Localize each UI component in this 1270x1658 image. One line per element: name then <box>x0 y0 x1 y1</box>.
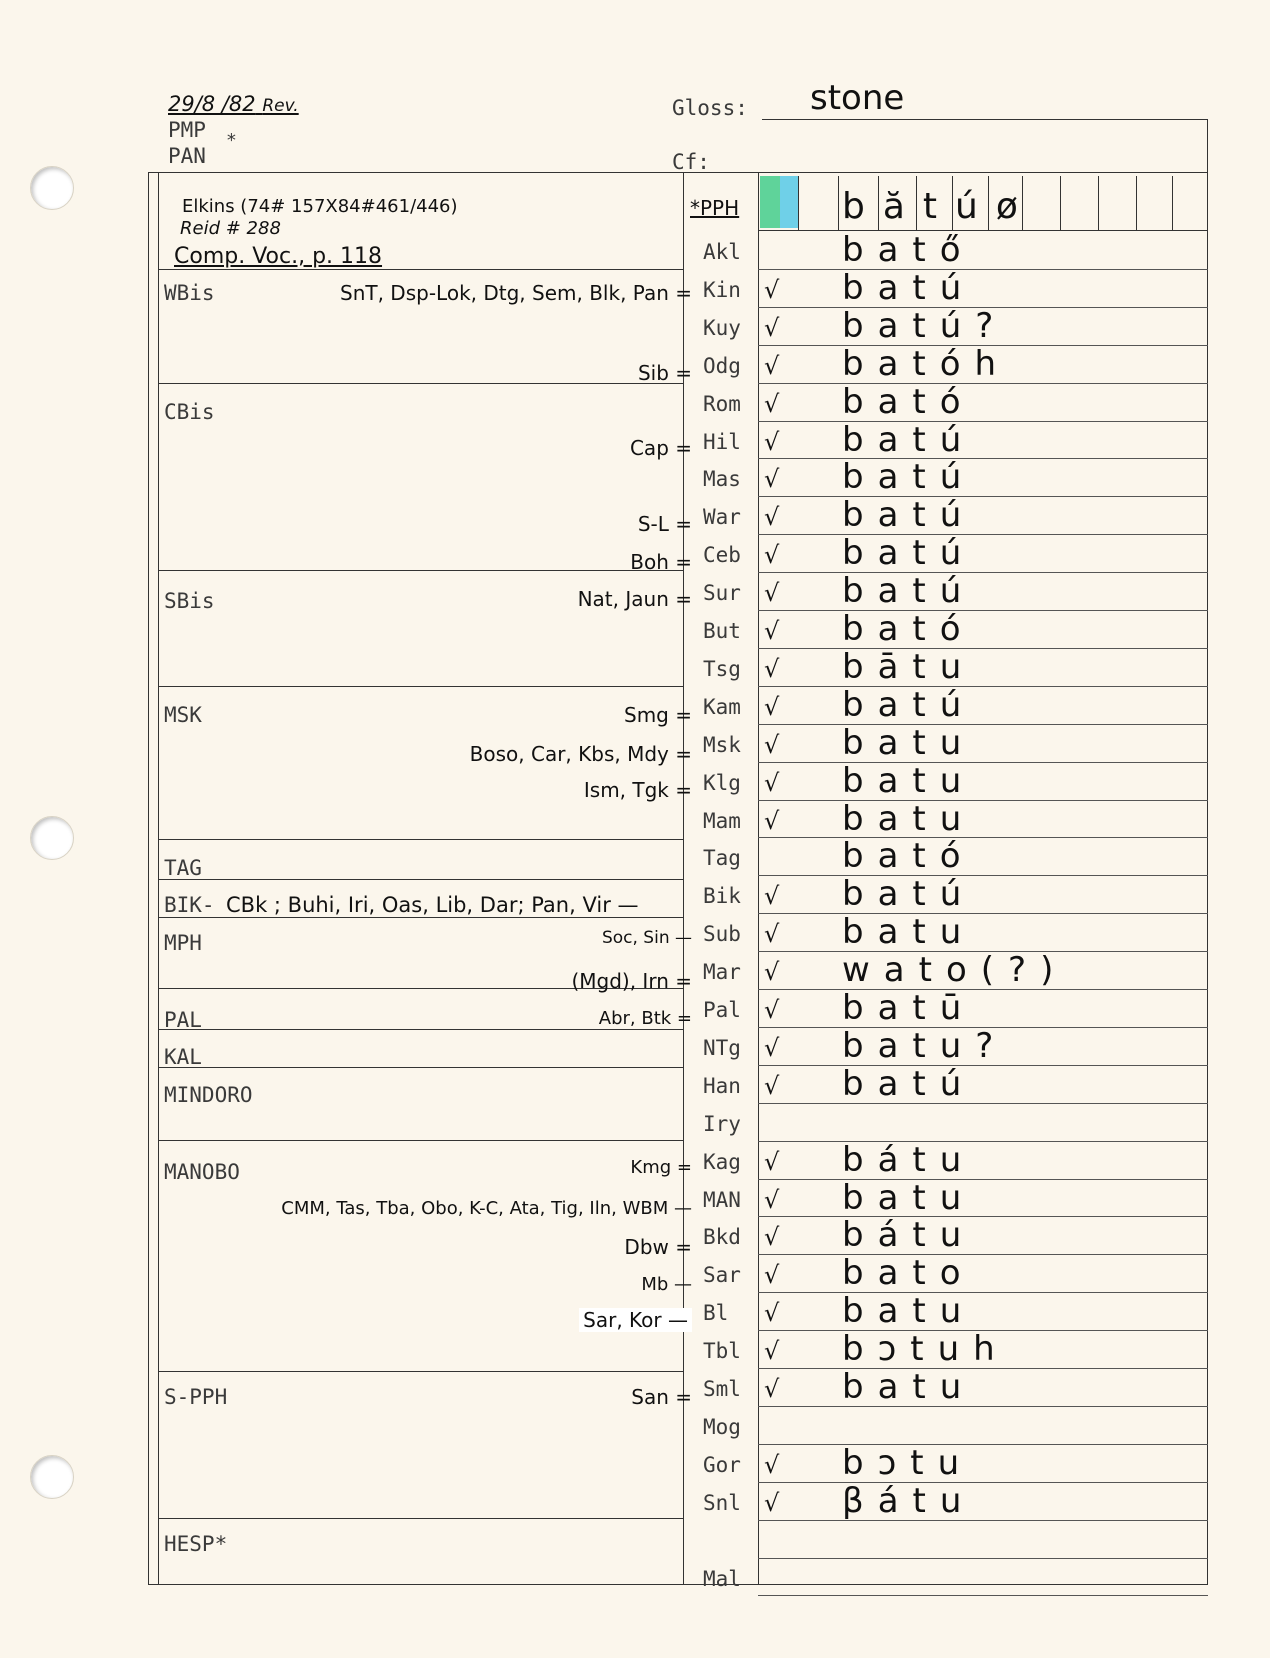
gloss-value: stone <box>810 78 905 118</box>
frame-right-line <box>1207 119 1208 1585</box>
row-reflex-form: batū <box>842 988 976 1028</box>
row-rule <box>758 1444 1208 1445</box>
proto-cell-11 <box>1172 176 1173 230</box>
row-lang-code: Mam <box>703 808 741 833</box>
row-reflex-form: bátu <box>842 1139 976 1180</box>
subnote-kmg: Kmg = <box>630 1157 692 1178</box>
row-rule <box>758 1482 1208 1483</box>
group-cbis: CBis <box>164 400 215 424</box>
asterisk-mark: * <box>226 130 237 151</box>
proto-row-bottom <box>758 230 1208 231</box>
row-reflex-form: bɔtu <box>842 1442 974 1483</box>
ref-elkins: Elkins (74# 157X84#461/446) <box>182 196 458 217</box>
row-check-mark: √ <box>764 920 780 949</box>
subnote-cmm: CMM, Tas, Tba, Obo, K-C, Ata, Tig, Iln, WBM — <box>281 1198 692 1219</box>
row-lang-code: Bik <box>703 884 741 909</box>
frame-left-line <box>148 172 149 1585</box>
row-reflex-form: batú <box>842 495 976 536</box>
row-lang-code: Iry <box>703 1111 741 1136</box>
row-reflex-form: batu <box>842 1291 976 1332</box>
lang-column-right-line <box>758 172 759 1585</box>
row-lang-code: Ceb <box>703 543 741 568</box>
subnote-sib: Sib = <box>637 361 692 385</box>
row-check-mark: √ <box>764 1299 780 1328</box>
ref-reid: Reid # 288 <box>180 218 281 239</box>
row-rule <box>758 610 1208 611</box>
subnote-cbk: CBk ; Buhi, Iri, Oas, Lib, Dar; Pan, Vir — <box>226 893 639 917</box>
row-reflex-form: bɔtuh <box>842 1329 1009 1370</box>
group-kal: KAL <box>164 1045 202 1069</box>
row-check-mark: √ <box>764 1450 780 1479</box>
row-check-mark: √ <box>764 1071 780 1100</box>
row-reflex-form: batóh <box>842 343 1011 384</box>
row-lang-code: Sar <box>703 1263 741 1288</box>
row-check-mark: √ <box>764 427 780 456</box>
subnote-boso: Boso, Car, Kbs, Mdy = <box>469 742 692 766</box>
subnote-mgd: (Mgd), Irn = <box>571 969 692 993</box>
subnote-abr: Abr, Btk = <box>598 1008 692 1029</box>
row-lang-code: Kag <box>703 1149 741 1174</box>
group-mindoro: MINDORO <box>164 1083 253 1107</box>
row-rule <box>758 534 1208 535</box>
row-lang-code: Bl <box>703 1301 729 1326</box>
row-check-mark: √ <box>764 1223 780 1252</box>
row-check-mark: √ <box>764 882 780 911</box>
row-lang-code: Msk <box>703 732 741 757</box>
proto-label: *PPH <box>690 196 740 220</box>
subnote-boh: Boh = <box>630 550 692 574</box>
binder-hole-bottom <box>30 1455 74 1499</box>
gloss-label: Gloss: <box>672 96 748 120</box>
row-check-mark: √ <box>764 1488 780 1517</box>
row-reflex-form: batú <box>842 533 976 574</box>
row-lang-code: NTg <box>703 1035 741 1060</box>
row-reflex-form: batú <box>842 1063 976 1104</box>
gloss-underline <box>762 119 1208 120</box>
row-rule <box>758 686 1208 687</box>
row-lang-code: Rom <box>703 391 741 416</box>
row-lang-code: War <box>703 505 741 530</box>
row-rule <box>758 1520 1208 1521</box>
row-check-mark: √ <box>764 692 780 721</box>
row-reflex-form: batu <box>842 722 976 763</box>
group-wbis: WBis <box>164 281 215 305</box>
group-sep-mindoro <box>158 1067 683 1068</box>
row-check-mark: √ <box>764 617 780 645</box>
binder-hole-middle <box>30 816 74 860</box>
row-reflex-form: batu <box>842 798 976 839</box>
row-rule <box>758 837 1208 838</box>
frame-top-line <box>148 172 1208 173</box>
row-check-mark: √ <box>764 1261 780 1290</box>
row-check-mark: √ <box>764 465 780 494</box>
row-reflex-form: bató <box>842 609 975 649</box>
group-sep-msk <box>158 686 683 687</box>
group-sep-hesp <box>158 1518 683 1519</box>
proto-cell-10 <box>1136 176 1137 230</box>
row-rule <box>758 458 1208 459</box>
row-rule <box>758 913 1208 914</box>
row-rule <box>758 572 1208 573</box>
row-check-mark: √ <box>764 730 780 759</box>
row-lang-code: Snl <box>703 1490 741 1515</box>
row-reflex-form: bātu <box>842 646 976 687</box>
subnote-cap: Cap = <box>629 436 692 460</box>
row-check-mark: √ <box>764 275 780 304</box>
subnote-smg: Smg = <box>624 703 692 727</box>
green-marker <box>760 176 780 228</box>
date-field <box>168 92 299 116</box>
row-check-mark: √ <box>764 1375 780 1403</box>
subnote-sar-kor: Sar, Kor — <box>579 1308 692 1332</box>
row-check-mark: √ <box>764 768 780 797</box>
row-check-mark: √ <box>764 1185 780 1214</box>
row-lang-code: Mog <box>703 1414 741 1439</box>
row-check-mark: √ <box>764 389 780 418</box>
row-lang-code: Bkd <box>703 1225 741 1250</box>
row-lang-code: Klg <box>703 770 741 795</box>
row-lang-code: But <box>703 619 741 643</box>
group-msk: MSK <box>164 703 202 727</box>
row-lang-code: Tsg <box>703 656 741 681</box>
row-check-mark: √ <box>764 313 780 342</box>
row-rule <box>758 1216 1208 1217</box>
row-rule <box>758 1254 1208 1255</box>
group-sep-mph <box>158 917 683 918</box>
group-sep-sbis <box>158 570 683 571</box>
row-reflex-form: batú? <box>842 305 1008 346</box>
row-lang-code: Odg <box>703 353 741 378</box>
row-lang-code: Sur <box>703 581 741 606</box>
frame-bottom-line <box>148 1584 1208 1585</box>
pan-label: PAN <box>168 144 206 168</box>
proto-cell-9 <box>1098 176 1099 230</box>
group-pal: PAL <box>164 1008 202 1032</box>
proto-form: bătúø <box>842 186 1036 227</box>
row-reflex-form: batő <box>842 230 975 270</box>
group-manobo: MANOBO <box>164 1160 240 1184</box>
row-reflex-form: batu? <box>842 1025 1008 1066</box>
group-sbis: SBis <box>164 589 215 613</box>
group-mph: MPH <box>164 931 202 955</box>
row-rule <box>758 724 1208 725</box>
row-reflex-form: bató <box>842 836 975 877</box>
row-lang-code: Han <box>703 1073 741 1098</box>
row-rule <box>758 1558 1208 1559</box>
row-rule <box>758 1179 1208 1180</box>
row-rule <box>758 800 1208 801</box>
subnote-s-l: S-L = <box>637 512 692 536</box>
row-check-mark: √ <box>764 654 780 683</box>
row-check-mark: √ <box>764 541 780 570</box>
date-value: 29/8 /82 <box>168 92 256 116</box>
row-check-mark: √ <box>764 958 780 987</box>
row-check-mark: √ <box>764 1033 780 1062</box>
row-lang-code: Pal <box>703 998 741 1022</box>
binder-hole-top <box>30 166 74 210</box>
group-sep-manobo <box>158 1140 683 1141</box>
group-bik: BIK- <box>164 893 215 917</box>
row-check-mark: √ <box>764 806 780 835</box>
row-reflex-form: wato(?) <box>842 950 1068 991</box>
row-lang-code: Kam <box>703 694 741 719</box>
row-rule <box>758 1141 1208 1142</box>
cf-label: Cf: <box>672 150 710 174</box>
group-tag: TAG <box>164 856 202 880</box>
group-sep-wbis <box>158 269 683 270</box>
rev-label: Rev. <box>262 96 299 116</box>
group-sep-kal <box>158 1029 683 1030</box>
group-sep-tag <box>158 839 683 840</box>
subnote-soc: Soc, Sin — <box>601 928 692 948</box>
row-lang-code: Hil <box>703 429 741 454</box>
pmp-label: PMP <box>168 118 206 142</box>
row-rule <box>758 648 1208 649</box>
row-rule <box>758 1406 1208 1407</box>
row-rule <box>758 875 1208 876</box>
row-lang-code: Mar <box>703 960 741 985</box>
row-reflex-form: batú <box>842 457 976 498</box>
proto-cell-8 <box>1060 176 1061 230</box>
row-lang-code: MAN <box>703 1187 741 1212</box>
row-lang-code: Sub <box>703 922 741 947</box>
row-lang-code: Tag <box>703 846 741 871</box>
ref-comp-voc: Comp. Voc., p. 118 <box>174 244 383 269</box>
row-check-mark: √ <box>764 579 780 608</box>
subnote-wbis: SnT, Dsp-Lok, Dtg, Sem, Blk, Pan = <box>340 281 692 305</box>
row-rule <box>758 269 1208 270</box>
row-rule <box>758 496 1208 497</box>
row-lang-code: Sml <box>703 1377 741 1401</box>
row-lang-code: Tbl <box>703 1339 741 1364</box>
row-reflex-form: batu <box>842 1177 976 1218</box>
proto-cell-1 <box>798 176 799 230</box>
subnote-nat: Nat, Jaun = <box>577 587 692 611</box>
row-check-mark: √ <box>764 1337 780 1366</box>
group-sep-bik <box>158 879 683 880</box>
group-sep-cbis <box>158 383 683 384</box>
row-rule <box>758 1595 1208 1596</box>
group-hesp: HESP* <box>164 1532 228 1556</box>
row-rule <box>758 1292 1208 1293</box>
row-check-mark: √ <box>764 996 780 1024</box>
row-reflex-form: batú <box>842 684 976 725</box>
row-rule <box>758 421 1208 422</box>
row-reflex-form: bátu <box>842 1215 976 1256</box>
row-reflex-form: batú <box>842 267 976 308</box>
row-lang-code: Gor <box>703 1452 741 1477</box>
row-rule <box>758 1103 1208 1104</box>
row-rule <box>758 762 1208 763</box>
row-check-mark: √ <box>764 1147 780 1176</box>
row-reflex-form: βátu <box>842 1480 976 1521</box>
proto-cell-2 <box>838 176 839 230</box>
row-lang-code: Mal <box>703 1566 741 1591</box>
row-lang-code: Kuy <box>703 315 741 340</box>
subnote-san: San = <box>631 1385 692 1409</box>
row-lang-code: Akl <box>703 240 741 264</box>
row-reflex-form: batu <box>842 912 976 953</box>
row-reflex-form: bató <box>842 381 975 422</box>
row-check-mark: √ <box>764 503 780 532</box>
row-reflex-form: batu <box>842 760 976 801</box>
row-lang-code: Mas <box>703 467 741 492</box>
group-sep-spph <box>158 1371 683 1372</box>
subnote-ism: Ism, Tgk = <box>583 778 692 802</box>
row-reflex-form: batú <box>842 571 976 612</box>
row-reflex-form: batú <box>842 419 976 460</box>
row-reflex-form: batú <box>842 874 976 915</box>
row-reflex-form: batu <box>842 1367 976 1407</box>
subnote-dbw: Dbw = <box>624 1235 692 1259</box>
row-lang-code: Kin <box>703 277 741 302</box>
row-check-mark: √ <box>764 351 780 380</box>
group-s-pph: S-PPH <box>164 1385 228 1409</box>
blue-marker <box>780 176 798 228</box>
subnote-mb: Mb — <box>641 1274 692 1295</box>
row-reflex-form: bato <box>842 1253 975 1294</box>
